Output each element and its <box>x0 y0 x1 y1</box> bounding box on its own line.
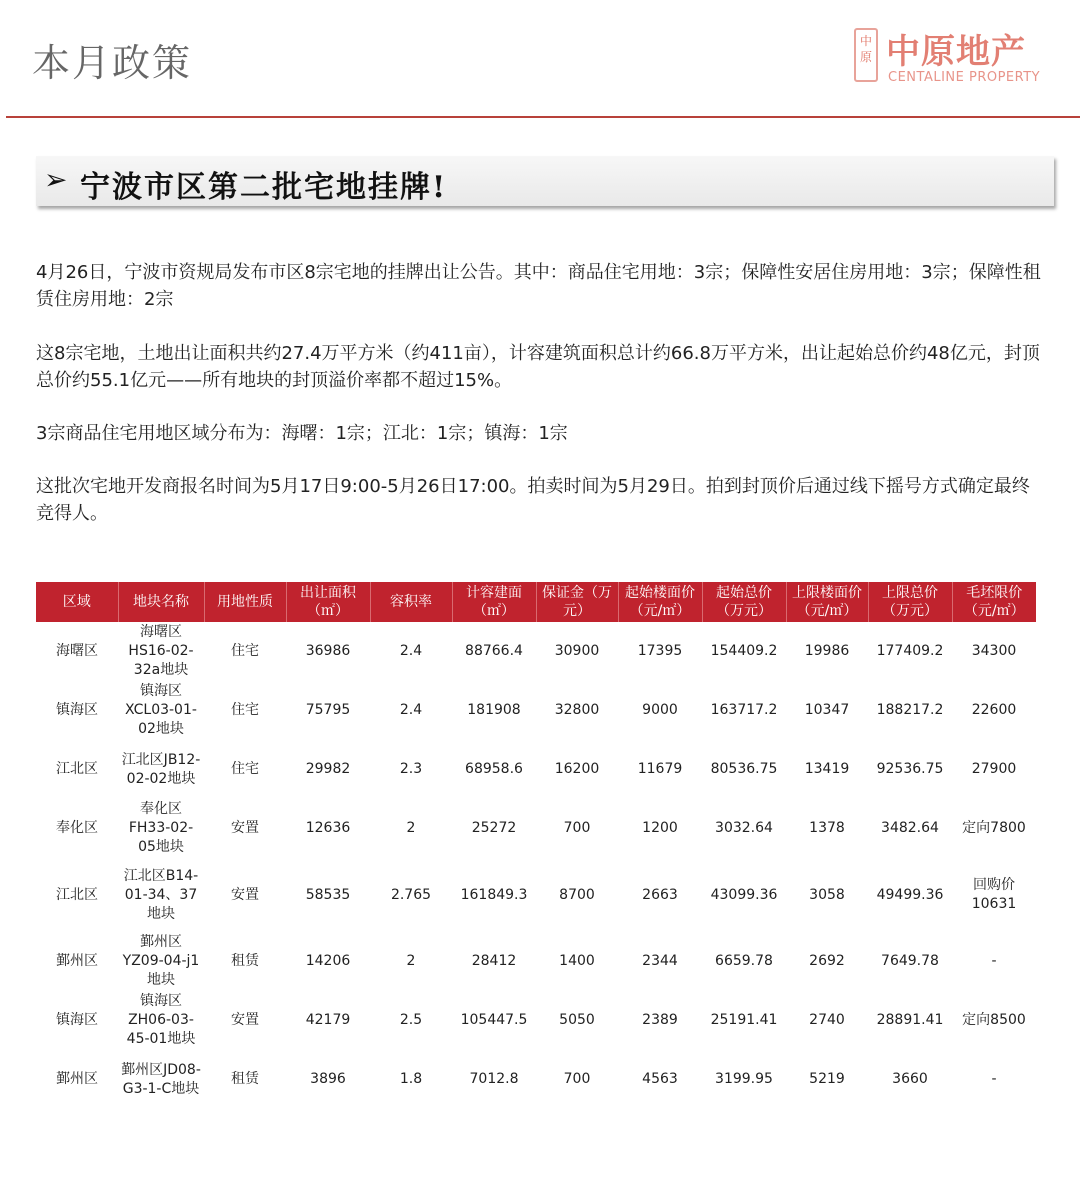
table-cell: 住宅 <box>231 643 259 659</box>
column-header: 用地性质 <box>204 582 286 622</box>
table-cell: 11679 <box>637 761 683 777</box>
logo-name-cn: 中原地产 <box>886 32 1026 72</box>
table-cell: 3199.95 <box>715 1071 773 1087</box>
table-cell: 2.5 <box>399 1012 423 1028</box>
paragraph-district-distribution: 3宗商品住宅用地区域分布为：海曙：1宗；江北：1宗；镇海：1宗 <box>36 423 568 444</box>
table-cell: 25191.41 <box>710 1012 778 1028</box>
table-cell: - <box>991 1071 997 1087</box>
column-header: 上限楼面价（元/㎡） <box>786 582 868 622</box>
table-cell: 92536.75 <box>876 761 944 777</box>
table-row <box>36 991 1036 1050</box>
table-cell: 住宅 <box>231 702 259 718</box>
table-cell: 3896 <box>310 1071 346 1087</box>
table-cell: 28891.41 <box>876 1012 944 1028</box>
column-header: 保证金（万元） <box>536 582 618 622</box>
table-cell: 43099.36 <box>710 886 778 903</box>
table-cell: 安置 <box>231 1012 259 1028</box>
table-cell: 镇海区ZH06-03-45-01地块 <box>126 993 196 1047</box>
paragraph-schedule: 这批次宅地开发商报名时间为5月17日9:00-5月26日17:00。拍卖时间为5月29日。拍到封顶价后通过线下摇号方式确定最终竞得人。 <box>36 476 1030 524</box>
column-header: 容积率 <box>370 582 452 622</box>
table-cell: 鄞州区 <box>56 953 98 969</box>
arrow-bullet-icon: ➢ <box>44 163 68 196</box>
table-row <box>36 740 1036 799</box>
table-cell: 22600 <box>971 702 1017 718</box>
column-header: 出让面积（㎡） <box>286 582 370 622</box>
header-divider <box>6 116 1080 118</box>
table-cell: 海曙区 <box>56 643 98 659</box>
table-cell: 海曙区HS16-02-32a地块 <box>128 624 194 678</box>
table-cell: 181908 <box>467 702 521 718</box>
table-cell: 154409.2 <box>710 643 778 659</box>
table-cell: 700 <box>563 1071 591 1087</box>
table-cell: 住宅 <box>231 761 259 777</box>
paragraph-land-summary: 这8宗宅地，土地出让面积共约27.4万平方米（约411亩），计容建筑面积总计约66.8万平方米，出让起始总价约48亿元，封顶总价约55.1亿元——所有地块的封顶溢价率都不超过15%。 <box>36 343 1040 391</box>
table-cell: 1200 <box>642 820 678 836</box>
table-cell: 3058 <box>809 886 845 903</box>
column-header: 上限总价（万元） <box>868 582 952 622</box>
table-cell: 7649.78 <box>881 953 939 969</box>
section-heading <box>36 156 1054 206</box>
table-cell: 1400 <box>559 953 595 969</box>
table-cell: 9000 <box>642 702 678 718</box>
table-cell: 镇海区 <box>56 702 98 718</box>
table-cell: 奉化区FH33-02-05地块 <box>128 801 194 855</box>
section-title: 宁波市区第二批宅地挂牌! <box>80 170 448 205</box>
table-cell: 定向7800 <box>962 820 1026 836</box>
table-cell: 5050 <box>559 1012 595 1028</box>
table-cell: 177409.2 <box>876 643 944 659</box>
table-cell: 3032.64 <box>715 820 773 836</box>
table-cell: 2.4 <box>399 643 423 659</box>
table-cell: 安置 <box>231 820 259 836</box>
table-cell: 16200 <box>554 761 600 777</box>
table-cell: 租赁 <box>231 953 259 969</box>
centaline-logo <box>842 24 1042 90</box>
table-row <box>36 932 1036 991</box>
table-cell: 28412 <box>471 953 517 969</box>
column-header: 起始楼面价（元/㎡） <box>618 582 702 622</box>
table-cell: 2692 <box>809 953 845 969</box>
table-cell: 2663 <box>642 886 678 903</box>
table-cell: 安置 <box>231 886 259 903</box>
column-header: 起始总价（万元） <box>702 582 786 622</box>
table-cell: 19986 <box>804 643 850 659</box>
logo-name-en: CENTALINE PROPERTY <box>888 70 1041 85</box>
table-cell: 2344 <box>642 953 678 969</box>
table-cell: 2.765 <box>390 886 432 903</box>
table-row <box>36 799 1036 858</box>
table-cell: 188217.2 <box>876 702 944 718</box>
table-cell: 回购价10631 <box>971 877 1017 912</box>
logo-seal-icon: 中原 <box>854 28 878 82</box>
table-cell: 105447.5 <box>460 1012 528 1028</box>
table-cell: 13419 <box>804 761 850 777</box>
table-cell: 江北区 <box>56 886 98 903</box>
column-header: 区域 <box>36 582 118 622</box>
table-cell: 12636 <box>305 820 351 836</box>
table-cell: 江北区 <box>56 761 98 777</box>
table-cell: - <box>991 953 997 969</box>
table-cell: 奉化区 <box>56 820 98 836</box>
table-cell: 3482.64 <box>881 820 939 836</box>
table-cell: 6659.78 <box>715 953 773 969</box>
table-cell: 江北区JB12-02-02地块 <box>121 751 201 787</box>
table-cell: 14206 <box>305 953 351 969</box>
table-cell: 5219 <box>809 1071 845 1087</box>
table-row <box>36 1050 1036 1109</box>
table-cell: 2 <box>406 820 416 836</box>
table-cell: 29982 <box>305 761 351 777</box>
table-cell: 161849.3 <box>460 886 528 903</box>
table-cell: 32800 <box>554 702 600 718</box>
table-cell: 3660 <box>892 1071 928 1087</box>
page-title: 本月政策 <box>32 41 193 85</box>
table-cell: 10347 <box>804 702 850 718</box>
column-header: 计容建面（㎡） <box>452 582 536 622</box>
table-cell: 镇海区 <box>56 1012 98 1028</box>
table-cell: 2.3 <box>399 761 423 777</box>
table-cell: 30900 <box>554 643 600 659</box>
table-cell: 鄞州区YZ09-04-j1地块 <box>122 934 200 988</box>
table-row <box>36 681 1036 740</box>
table-header-row <box>36 582 1036 622</box>
table-cell: 700 <box>563 820 591 836</box>
paragraph-announcement: 4月26日，宁波市资规局发布市区8宗宅地的挂牌出让公告。其中：商品住宅用地：3宗；保障性安居住房用地：3宗；保障性租赁住房用地：2宗 <box>36 262 1041 310</box>
table-cell: 75795 <box>305 702 351 718</box>
table-cell: 鄞州区 <box>56 1071 98 1087</box>
table-cell: 80536.75 <box>710 761 778 777</box>
table-cell: 2389 <box>642 1012 678 1028</box>
table-cell: 36986 <box>305 643 351 659</box>
table-cell: 4563 <box>642 1071 678 1087</box>
table-cell: 2.4 <box>399 702 423 718</box>
table-cell: 17395 <box>637 643 683 659</box>
land-listing-table <box>36 582 1036 1109</box>
table-cell: 2740 <box>809 1012 845 1028</box>
table-cell: 42179 <box>305 1012 351 1028</box>
table-cell: 2 <box>406 953 416 969</box>
column-header: 毛坯限价（元/㎡） <box>952 582 1036 622</box>
table-cell: 1378 <box>809 820 845 836</box>
table-cell: 镇海区XCL03-01-02地块 <box>125 683 197 737</box>
table-cell: 定向8500 <box>962 1012 1026 1028</box>
table-cell: 88766.4 <box>465 643 523 659</box>
table-row <box>36 858 1036 932</box>
table-cell: 8700 <box>559 886 595 903</box>
column-header: 地块名称 <box>118 582 204 622</box>
table-row <box>36 622 1036 681</box>
table-cell: 58535 <box>305 886 351 903</box>
table-cell: 49499.36 <box>876 886 944 903</box>
table-cell: 1.8 <box>399 1071 423 1087</box>
table-cell: 租赁 <box>231 1071 259 1087</box>
table-cell: 27900 <box>971 761 1017 777</box>
table-cell: 163717.2 <box>710 702 778 718</box>
table-cell: 68958.6 <box>465 761 523 777</box>
table-cell: 34300 <box>971 643 1017 659</box>
table-cell: 7012.8 <box>469 1071 519 1087</box>
table-cell: 鄞州区JD08-G3-1-C地块 <box>121 1061 201 1097</box>
table-cell: 江北区B14-01-34、37地块 <box>123 867 199 922</box>
table-cell: 25272 <box>471 820 517 836</box>
